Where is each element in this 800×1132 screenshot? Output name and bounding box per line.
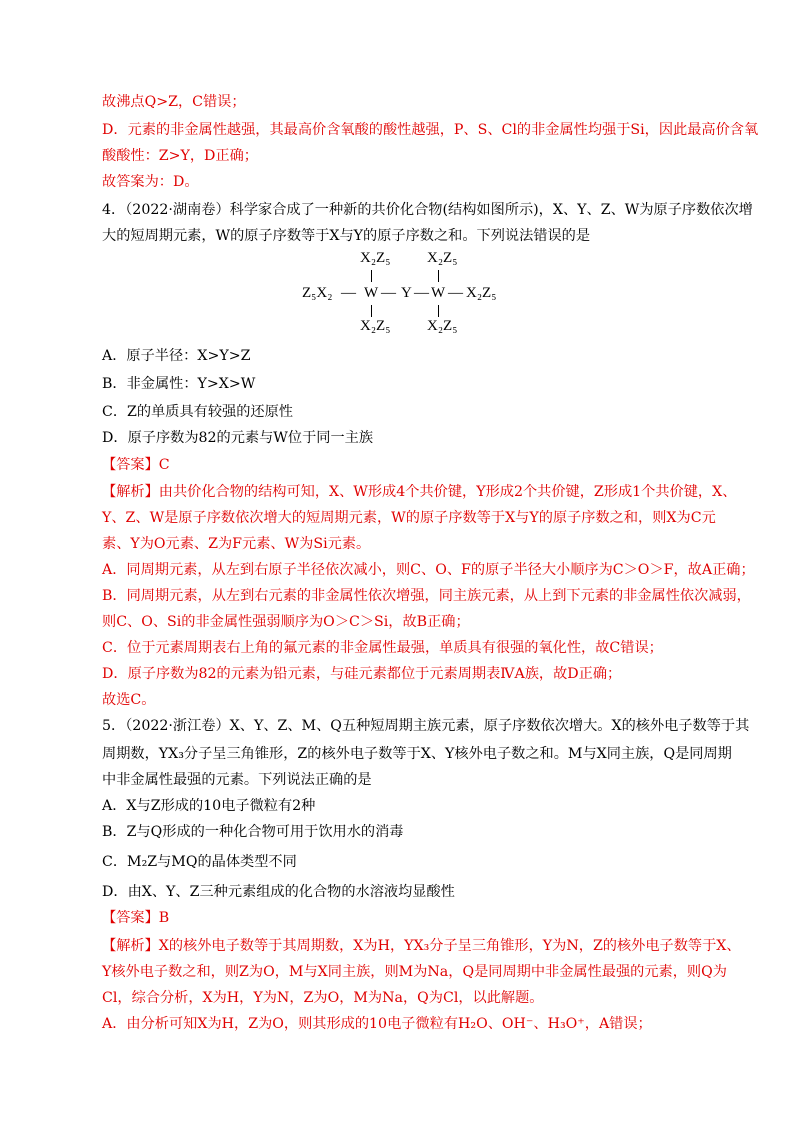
group-top-left: X₂Z₅ [360, 250, 391, 266]
atom-w: W [364, 285, 379, 301]
analysis-line: 故选C。 [102, 692, 156, 708]
group-right: X₂Z₅ [466, 285, 497, 301]
bond-top-left [371, 270, 372, 282]
question-5-stem: 周期数，YX₃分子呈三角锥形，Z的核外电子数等于X、Y核外电子数之和。M与X同主族，Q是同周期 [102, 746, 732, 762]
bond-dash: — [448, 285, 463, 301]
option-c: C．Z的单质具有较强的还原性 [102, 404, 293, 420]
analysis-line: C．位于元素周期表右上角的氟元素的非金属性最强，单质具有很强的氧化性，故C错误； [102, 640, 663, 656]
bond-dash: — [381, 285, 396, 301]
analysis-line: Y、Z、W是原子序数依次增大的短周期元素，W的原子序数等于X与Y的原子序数之和，则X为C元 [102, 510, 716, 526]
structure-diagram [300, 250, 520, 340]
text-line: D．元素的非金属性越强，其最高价含氧酸的酸性越强，P、S、Cl的非金属性均强于Si，因此最高价含氧 [102, 122, 759, 138]
group-left: Z₅X₂ [302, 285, 333, 301]
answer-label: 【答案】B [102, 910, 170, 926]
bond-bottom-left [371, 305, 372, 317]
option-b: B．Z与Q形成的一种化合物可用于饮用水的消毒 [102, 824, 404, 840]
bond-dash: — [341, 285, 356, 301]
analysis-line: 素、Y为O元素、Z为F元素、W为Si元素。 [102, 536, 371, 552]
group-bottom-left: X₂Z₅ [360, 318, 391, 334]
text-line: 酸酸性：Z>Y，D正确； [102, 148, 258, 164]
text-line: 故答案为：D。 [102, 174, 199, 190]
atom-y: Y [401, 285, 412, 301]
group-bottom-right: X₂Z₅ [427, 318, 458, 334]
analysis-line: A．由分析可知X为H，Z为O，则其形成的10电子微粒有H₂O、OH⁻、H₃O⁺，A错误； [102, 1016, 652, 1032]
analysis-line: Cl，综合分析，X为H，Y为N，Z为O，M为Na，Q为Cl，以此解题。 [102, 990, 544, 1006]
analysis-line: 【解析】由共价化合物的结构可知，X、W形成4个共价键，Y形成2个共价键，Z形成1个共价键，X、 [102, 484, 737, 500]
analysis-line: B．同周期元素，从左到右元素的非金属性依次增强，同主族元素，从上到下元素的非金属性依次减弱， [102, 588, 751, 604]
option-b: B．非金属性：Y>X>W [102, 376, 256, 392]
analysis-line: 则C、O、Si的非金属性强弱顺序为O＞C＞Si，故B正确； [102, 614, 470, 630]
analysis-line: Y核外电子数之和，则Z为O，M与X同主族，则M为Na，Q是同周期中非金属性最强的元素，则Q为 [102, 964, 727, 980]
answer-label: 【答案】C [102, 457, 170, 473]
question-4-stem: 4．（2022·湖南卷）科学家合成了一种新的共价化合物(结构如图所示)，X、Y、Z、W为原子序数依次增 [102, 202, 753, 218]
bond-dash: — [414, 285, 429, 301]
question-4-stem: 大的短周期元素，W的原子序数等于X与Y的原子序数之和。下列说法错误的是 [102, 228, 591, 244]
option-a: A．X与Z形成的10电子微粒有2种 [102, 798, 316, 814]
atom-w: W [431, 285, 446, 301]
bond-bottom-right [438, 305, 439, 317]
question-5-stem: 中非金属性最强的元素。下列说法正确的是 [102, 772, 372, 788]
text-line: 故沸点Q>Z，C错误； [102, 94, 246, 110]
analysis-line: A．同周期元素，从左到右原子半径依次减小，则C、O、F的原子半径大小顺序为C＞O＞F，故A正确； [102, 562, 755, 578]
analysis-line: D．原子序数为82的元素为铅元素，与硅元素都位于元素周期表ⅣA族，故D正确； [102, 666, 622, 682]
option-a: A．原子半径：X>Y>Z [102, 348, 251, 364]
analysis-line: 【解析】X的核外电子数等于其周期数，X为H，YX₃分子呈三角锥形，Y为N，Z的核外电子数等于X、 [102, 938, 741, 954]
option-d: D．原子序数为82的元素与W位于同一主族 [102, 430, 374, 446]
group-top-right: X₂Z₅ [427, 250, 458, 266]
question-5-stem: 5．（2022·浙江卷）X、Y、Z、M、Q五种短周期主族元素，原子序数依次增大。X的核外电子数等于其 [102, 718, 750, 734]
option-d: D．由X、Y、Z三种元素组成的化合物的水溶液均显酸性 [102, 884, 455, 900]
bond-top-right [438, 270, 439, 282]
option-c: C．M₂Z与MQ的晶体类型不同 [102, 854, 297, 870]
